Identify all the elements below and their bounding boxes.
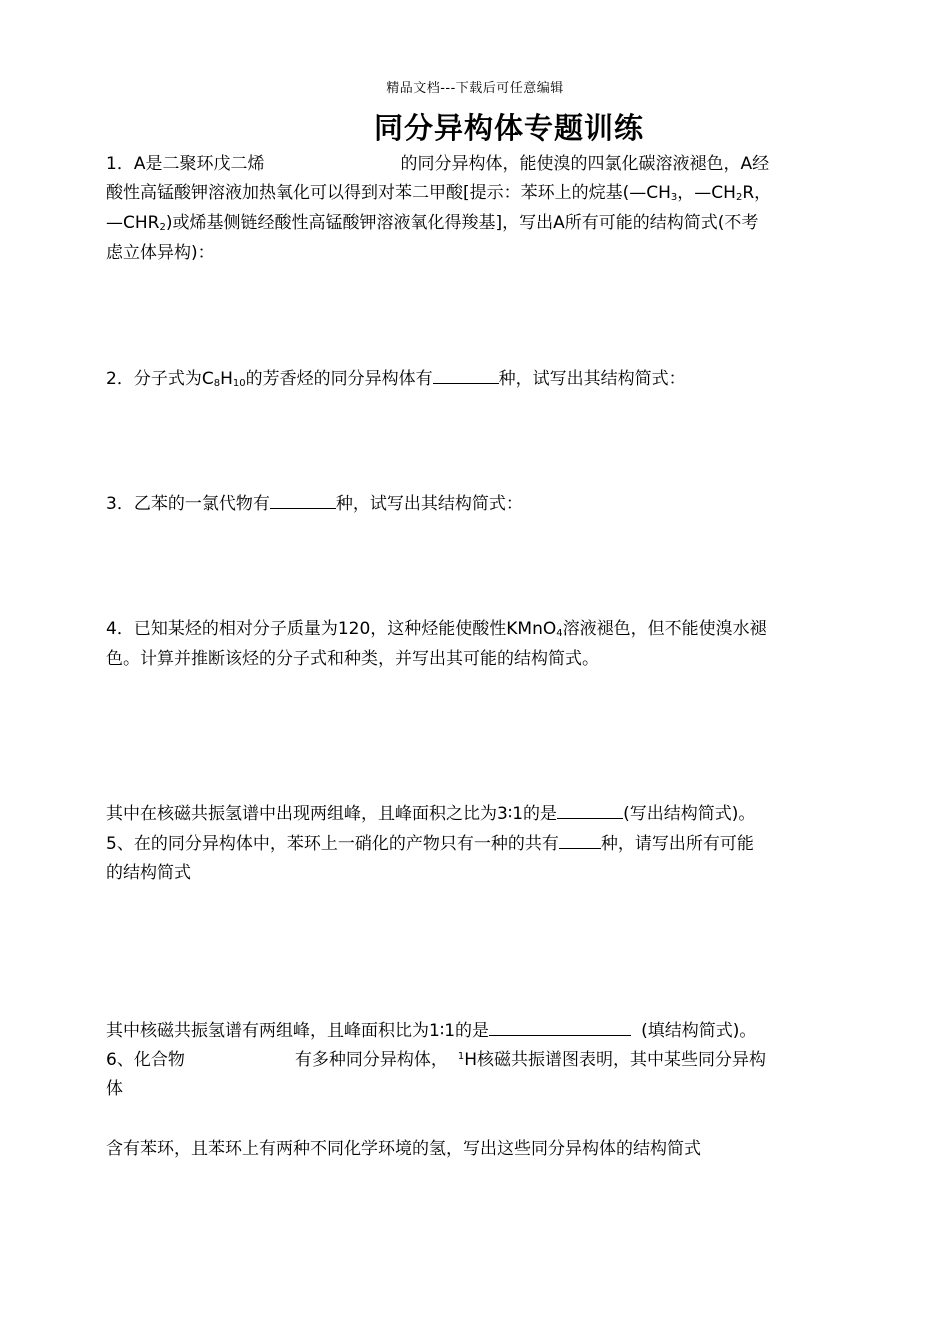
- q5-line-3: 其中核磁共振氢谱有两组峰，且峰面积比为1∶1的是 (填结构简式)。: [106, 1021, 757, 1041]
- q1-line-2: 酸性高锰酸钾溶液加热氧化可以得到对苯二甲酸[提示：苯环上的烷基($—CH_3$，$—CH_2R$，: [106, 183, 772, 203]
- q6-line-2: 体: [106, 1079, 123, 1099]
- q4-line-2: 色。计算并推断该烃的分子式和种类，并写出其可能的结构简式。: [106, 649, 599, 669]
- answer-blank[interactable]: [489, 1019, 631, 1036]
- q6-line-3: 含有苯环，且苯环上有两种不同化学环境的氢，写出这些同分异构体的结构简式: [106, 1139, 701, 1159]
- q1-line-1: 1．A是二聚环戊二烯 的同分异构体，能使溴的四氯化碳溶液褪色，A经: [106, 154, 770, 174]
- q6-line-1: 6、化合物 有多种同分异构体， $^1$H核磁共振谱图表明，其中某些同分异构: [106, 1050, 766, 1070]
- q3-line: 3．乙苯的一氯代物有 种，试写出其结构简式：: [106, 494, 523, 514]
- q4-line-1: 4．已知某烃的相对分子质量为120，这种烃能使酸性KMnO$_4$溶液褪色，但不能使溴水褪: [106, 619, 767, 639]
- answer-blank[interactable]: [557, 802, 623, 819]
- answer-blank[interactable]: [270, 492, 336, 509]
- answer-blank[interactable]: [433, 367, 499, 384]
- page-header: 精品文档---下载后可任意编辑: [386, 81, 564, 96]
- q4-line-3: 其中在核磁共振氢谱中出现两组峰，且峰面积之比为3∶1的是 (写出结构简式)。: [106, 804, 756, 824]
- q1-line-4: 虑立体异构)：: [106, 243, 215, 263]
- q5-line-2: 的结构简式: [106, 863, 191, 883]
- answer-blank[interactable]: [559, 832, 601, 849]
- q1-line-3: $—CHR_2$)或烯基侧链经酸性高锰酸钾溶液氧化得羧基]，写出A所有可能的结构简式(不考: [106, 213, 759, 233]
- q2-line: 2．分子式为$C_8H_{10}$的芳香烃的同分异构体有 种，试写出其结构简式：: [106, 369, 686, 389]
- page-title: 同分异构体专题训练: [373, 111, 644, 145]
- q5-line-1: 5、在的同分异构体中，苯环上一硝化的产物只有一种的共有 种，请写出所有可能: [106, 834, 754, 854]
